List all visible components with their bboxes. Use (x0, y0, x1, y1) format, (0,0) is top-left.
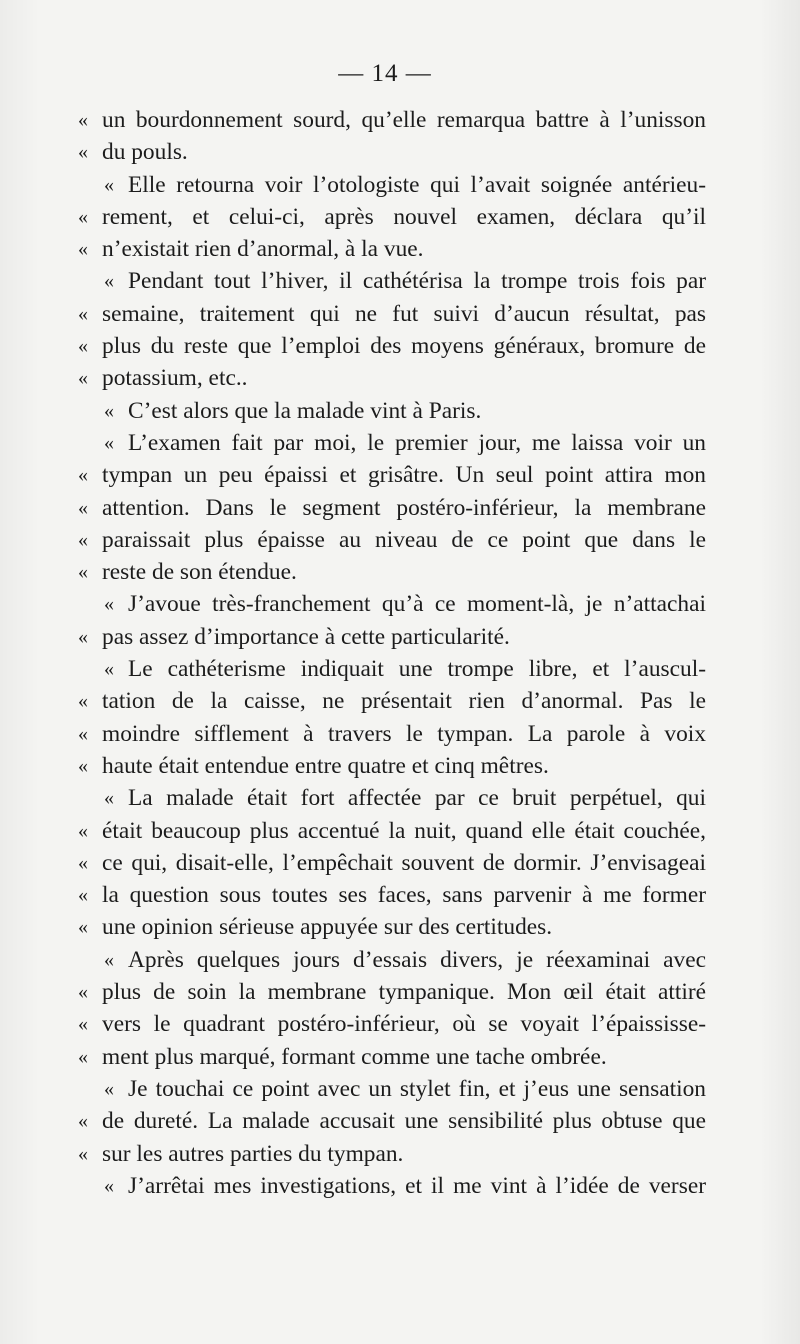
line-text: moindre sifflement à travers le tympan. La parole à voix (102, 720, 706, 747)
quote-mark: « (78, 496, 88, 519)
line-text: de dureté. La malade accusait une sensibilité plus obtuse que (102, 1108, 706, 1135)
line-text: un bourdonnement sourd, qu’elle remarqua battre à l’unisson (102, 107, 706, 133)
text-line (78, 233, 706, 265)
quote-mark: « (78, 722, 88, 745)
line-text: Après quelques jours d’essais divers, je réexaminai avec (128, 946, 706, 973)
quote-mark: « (78, 367, 88, 390)
line-text: n’existait rien d’anormal, à la vue. (102, 236, 424, 263)
quote-mark: « (78, 1013, 88, 1036)
text-line (78, 427, 706, 459)
text-line (78, 621, 706, 653)
text-line (78, 1138, 706, 1170)
quote-mark: « (104, 787, 114, 810)
text-line (78, 976, 706, 1008)
quote-mark: « (78, 464, 88, 487)
text-line (78, 104, 706, 136)
quote-mark: « (78, 625, 88, 648)
line-text: Pendant tout l’hiver, il cathétérisa la trompe trois fois par (128, 268, 706, 295)
text-line (78, 265, 706, 297)
text-line (78, 653, 706, 685)
text-line (78, 556, 706, 588)
line-text: la question sous toutes ses faces, sans parvenir à me former (102, 882, 706, 909)
line-text: sur les autres parties du tympan. (102, 1140, 404, 1167)
line-text: potassium, etc.. (102, 365, 248, 392)
line-text: Le cathéterisme indiquait une trompe libre, et l’auscul- (128, 656, 706, 683)
line-text: paraissait plus épaisse au niveau de ce point que dans le (102, 526, 706, 553)
quote-mark: « (78, 1142, 88, 1165)
quote-mark: « (104, 173, 114, 196)
quote-mark: « (104, 399, 114, 422)
line-text: vers le quadrant postéro-inférieur, où se voyait l’épaississe- (102, 1011, 706, 1038)
text-line (78, 330, 706, 362)
text-line (78, 911, 706, 943)
text-line (78, 944, 706, 976)
quote-mark: « (104, 1077, 114, 1100)
text-line (78, 847, 706, 879)
line-text: reste de son étendue. (102, 559, 297, 586)
line-text: attention. Dans le segment postéro-inférieur, la membrane (102, 494, 706, 521)
quote-mark: « (104, 431, 114, 454)
text-line (78, 782, 706, 814)
text-line (78, 685, 706, 717)
line-text: J’arrêtai mes investigations, et il me vint à l’idée de verser (128, 1172, 706, 1199)
line-text: L’examen fait par moi, le premier jour, me laissa voir un (128, 429, 706, 456)
quote-mark: « (78, 561, 88, 584)
line-text: C’est alors que la malade vint à Paris. (128, 397, 482, 424)
text-line (78, 1170, 706, 1202)
quote-mark: « (104, 658, 114, 681)
line-text: ment plus marqué, formant comme une tache ombrée. (102, 1043, 607, 1070)
quote-mark: « (78, 238, 88, 261)
text-line (78, 201, 706, 233)
quote-mark: « (104, 270, 114, 293)
line-text: du pouls. (102, 139, 188, 166)
line-text: tympan un peu épaissi et grisâtre. Un seul point attira mon (102, 462, 706, 489)
line-text: semaine, traitement qui ne fut suivi d’aucun résultat, pas (102, 300, 706, 327)
text-line (78, 1073, 706, 1105)
line-text: tation de la caisse, ne présentait rien d’anormal. Pas le (102, 688, 706, 715)
body-text (78, 104, 706, 1202)
text-line (78, 169, 706, 201)
text-line (78, 459, 706, 491)
text-line (78, 1041, 706, 1073)
quote-mark: « (78, 335, 88, 358)
quote-mark: « (104, 593, 114, 616)
quote-mark: « (78, 109, 88, 131)
line-text: haute était entendue entre quatre et cinq mêtres. (102, 752, 549, 779)
page-number: — 14 — (338, 60, 432, 87)
line-text: plus de soin la membrane tympanique. Mon œil était attiré (102, 979, 706, 1006)
text-line (78, 588, 706, 620)
line-text: La malade était fort affectée par ce bruit perpétuel, qui (128, 785, 706, 812)
text-line (78, 1008, 706, 1040)
text-line (78, 718, 706, 750)
text-line (78, 815, 706, 847)
text-line (78, 879, 706, 911)
line-text: J’avoue très-franchement qu’à ce moment-là, je n’attachai (128, 591, 706, 618)
text-line (78, 524, 706, 556)
text-line (78, 362, 706, 394)
line-text: pas assez d’importance à cette particularité. (102, 623, 510, 650)
quote-mark: « (78, 916, 88, 939)
line-text: était beaucoup plus accentué la nuit, quand elle était couchée, (102, 817, 706, 844)
text-line (78, 136, 706, 168)
quote-mark: « (78, 141, 88, 164)
quote-mark: « (78, 884, 88, 907)
line-text: ce qui, disait-elle, l’empêchait souvent de dormir. J’envisageai (102, 849, 706, 876)
quote-mark: « (104, 1174, 114, 1197)
quote-mark: « (78, 205, 88, 228)
line-text: rement, et celui-ci, après nouvel examen, déclara qu’il (102, 203, 706, 230)
line-text: Je touchai ce point avec un stylet fin, et j’eus une sensation (128, 1075, 706, 1102)
quote-mark: « (78, 528, 88, 551)
quote-mark: « (78, 1045, 88, 1068)
quote-mark: « (78, 302, 88, 325)
quote-mark: « (78, 754, 88, 777)
line-text: une opinion sérieuse appuyée sur des certitudes. (102, 914, 553, 941)
quote-mark: « (78, 690, 88, 713)
text-line (78, 1105, 706, 1137)
quote-mark: « (78, 1110, 88, 1133)
text-line (78, 298, 706, 330)
line-text: plus du reste que l’emploi des moyens généraux, bromure de (102, 333, 706, 360)
quote-mark: « (78, 819, 88, 842)
text-line (78, 750, 706, 782)
line-text: Elle retourna voir l’otologiste qui l’avait soignée antérieu- (128, 171, 706, 198)
text-line (78, 492, 706, 524)
quote-mark: « (78, 981, 88, 1004)
text-line (78, 395, 706, 427)
quote-mark: « (104, 948, 114, 971)
quote-mark: « (78, 851, 88, 874)
